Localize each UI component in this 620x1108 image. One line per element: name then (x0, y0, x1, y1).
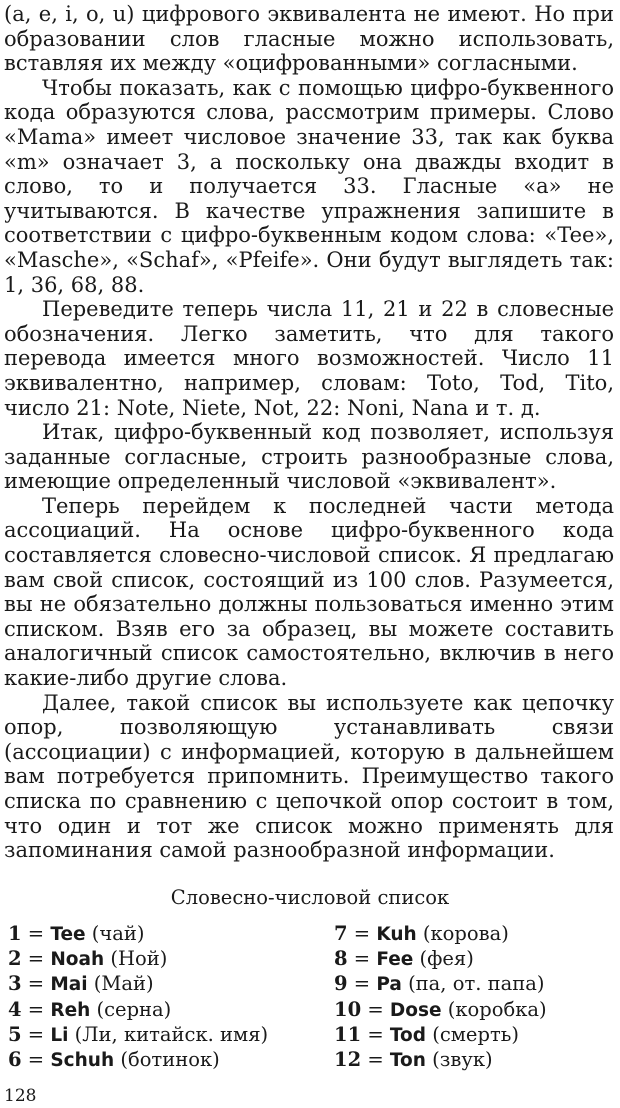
item-number: 10 (334, 997, 362, 1021)
equals-sign: = (27, 997, 45, 1021)
equals-sign: = (27, 1048, 45, 1072)
paragraph-5: Теперь перейдем к последней части метода ассоциаций. На основе цифро-буквенного кода составляется словесно-числовой список. Я предлагаю вам свой список, состоящий из 100 слов. Разумеется, вы не обязательно должны пользоваться именно этим списком. Взяв его за образец, вы можете составить аналогичный список самостоятельно, включив в него какие-либо другие слова. (4, 493, 614, 691)
list-title: Словесно-числовой список (170, 886, 450, 909)
equals-sign: = (27, 922, 45, 945)
list-column-right (334, 922, 547, 1073)
paragraph-2: Чтобы показать, как с помощью цифро-буквенного кода образуются слова, рассмотрим примеры. Слово «Mama» имеет числовое значение 33, так как буква «m» означает 3, а поскольку она дважды входит в слово, то и получается 33. Гласные «а» не учитываются. В качестве упражнения запишите в соответствии с цифро-буквенным кодом слова: «Tee», «Masche», «Schaf», «Pfeife». Они будут выглядеть так: 1, 36, 68, 88. (4, 75, 614, 297)
item-number: 6 (8, 1048, 22, 1072)
equals-sign: = (27, 947, 45, 971)
paragraph-1: (a, e, i, o, u) цифрового эквивалента не имеют. Но при образовании слов гласные можно использовать, вставляя их между «оцифрованными» согласными. (4, 2, 614, 76)
equals-sign: = (27, 1022, 45, 1046)
list-item (8, 998, 268, 1023)
item-word: Schuh (50, 1050, 115, 1072)
list-item (334, 947, 547, 972)
list-item (334, 1048, 547, 1073)
item-translation: (корова) (422, 922, 509, 945)
item-translation: (фея) (419, 947, 474, 971)
equals-sign: = (353, 922, 371, 945)
item-word: Tod (389, 1024, 427, 1046)
equals-sign: = (27, 972, 45, 996)
item-word: Dose (389, 999, 442, 1021)
item-translation: (ботинок) (120, 1048, 220, 1072)
item-number: 9 (334, 972, 348, 996)
list-column-left (8, 922, 268, 1073)
item-number: 8 (334, 947, 348, 971)
list-item (8, 1048, 268, 1073)
equals-sign: = (353, 972, 371, 996)
item-word: Pa (376, 974, 402, 996)
body-text (4, 2, 614, 863)
paragraph-3: Переведите теперь числа 11, 21 и 22 в словесные обозначения. Легко заметить, что для такого перевода имеется много возможностей. Число 11 эквивалентно, например, словам: Toto, Tod, Tito, число 21: Note, Niete, Not, 22: Noni, Nana и т. д. (4, 297, 614, 420)
page-number: 128 (4, 1086, 37, 1106)
item-word: Tee (50, 924, 86, 945)
item-word: Kuh (376, 924, 417, 945)
item-word: Li (50, 1024, 69, 1046)
item-translation: (Май) (93, 972, 154, 996)
equals-sign: = (353, 947, 371, 971)
list-item (334, 998, 547, 1023)
item-number: 12 (334, 1048, 362, 1072)
item-translation: (звук) (432, 1048, 493, 1072)
item-number: 1 (8, 922, 22, 945)
item-word: Reh (50, 999, 91, 1021)
item-number: 5 (8, 1022, 22, 1046)
paragraph-4: Итак, цифро-буквенный код позволяет, используя заданные согласные, строить разнообразные слова, имеющие определенный числовой «эквивалент». (4, 420, 614, 494)
item-translation: (коробка) (447, 997, 547, 1021)
list-item (8, 947, 268, 972)
list-item (8, 972, 268, 997)
item-word: Fee (376, 949, 414, 971)
item-translation: (Ной) (110, 947, 168, 971)
item-translation: (серна) (96, 997, 172, 1021)
list-item (8, 922, 268, 947)
item-word: Ton (389, 1050, 426, 1072)
list-item (334, 1023, 547, 1048)
item-translation: (чай) (91, 922, 145, 945)
equals-sign: = (367, 997, 384, 1021)
item-translation: (Ли, китайск. имя) (74, 1022, 269, 1046)
item-word: Noah (50, 949, 105, 971)
item-number: 11 (334, 1022, 362, 1046)
equals-sign: = (367, 1022, 384, 1046)
item-number: 7 (334, 922, 348, 945)
item-number: 3 (8, 972, 22, 996)
item-translation: (па, от. папа) (408, 972, 545, 996)
paragraph-6: Далее, такой список вы используете как цепочку опор, позволяющую устанавливать связи (ассоциации) с информацией, которую в дальнейшем вам потребуется припомнить. Преимущество такого списка по сравнению с цепочкой опор состоит в том, что один и тот же список можно применять для запоминания самой разнообразной информации. (4, 690, 614, 863)
equals-sign: = (367, 1048, 384, 1072)
list-item (334, 922, 547, 947)
item-translation: (смерть) (432, 1022, 519, 1046)
item-word: Mai (50, 974, 88, 996)
item-number: 2 (8, 947, 22, 971)
list-item (8, 1023, 268, 1048)
item-number: 4 (8, 997, 22, 1021)
list-item (334, 972, 547, 997)
